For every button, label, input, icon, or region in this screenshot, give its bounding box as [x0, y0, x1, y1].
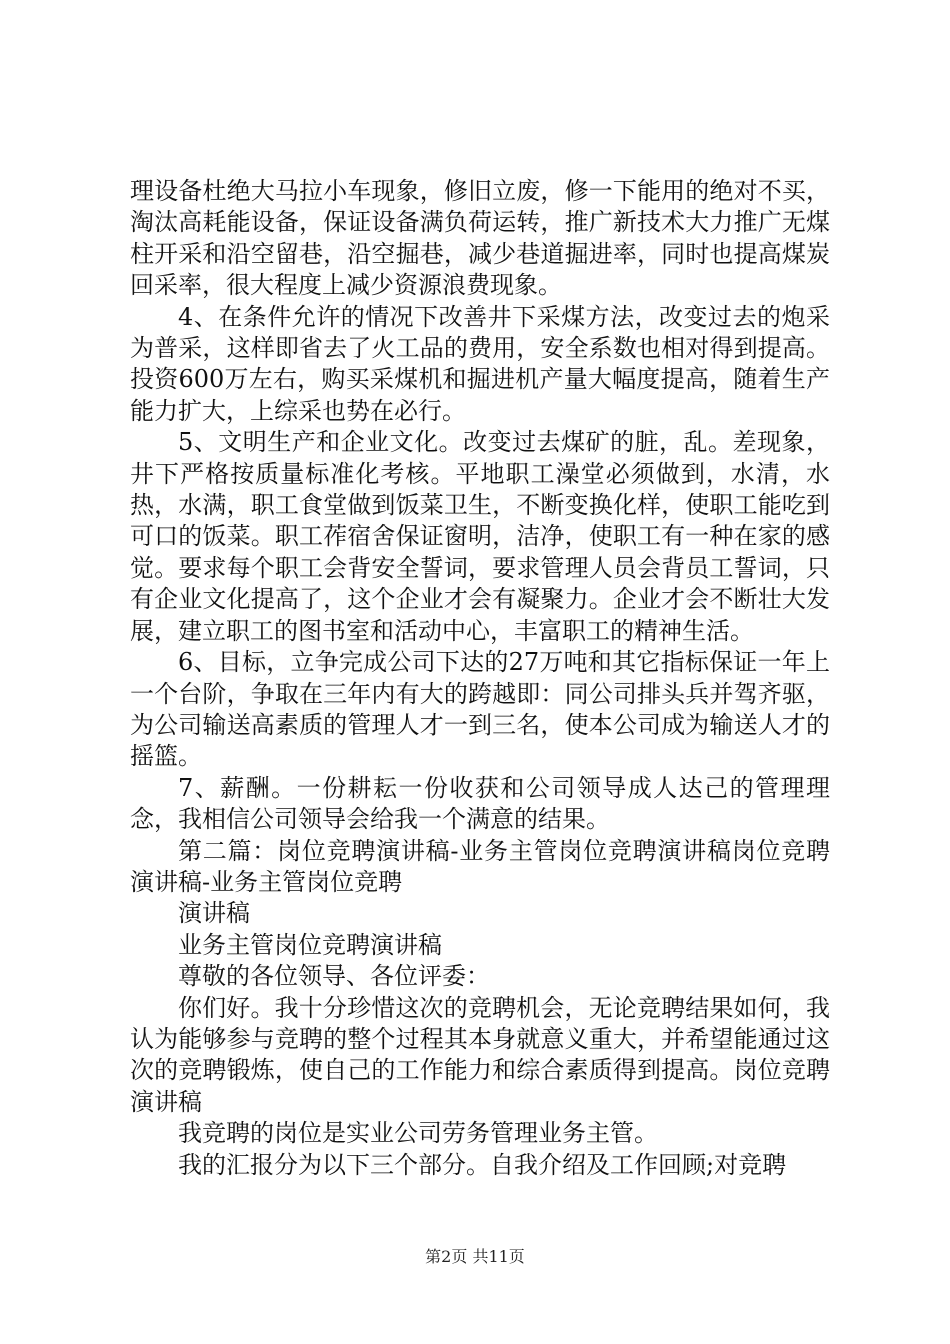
speech-title: 业务主管岗位竞聘演讲稿 [178, 930, 442, 959]
paragraph: 5、文明生产和企业文化。改变过去煤矿的脏，乱。差现象，井下严格按质量标准化考核。平地职工澡堂必须做到，水清，水热，水满，职工食堂做到饭菜卫生，不断变换化样，使职工能吃到可口的饭菜。职工莋宿舍保证窗明，洁净，使职工有一种在家的感觉。要求每个职工会背安全誓词，要求管理人员会背员工誓词，只有企业文化提高了，这个企业才会有凝聚力。企业才会不断壮大发展，建立职工的图书室和活动中心，丰富职工的精神生活。 [130, 428, 830, 645]
paragraph: 演讲稿 [178, 899, 250, 928]
salutation: 尊敬的各位领导、各位评委： [178, 962, 490, 991]
paragraph: 4、在条件允许的情况下改善井下采煤方法，改变过去的炮采为普采，这样即省去了火工品的费用，安全系数也相对得到提高。投资600万左右，购买采煤机和掘进机产量大幅度提高，随着生产能力扩大，上综采也势在必行。 [130, 302, 830, 425]
paragraph: 6、目标，立争完成公司下达的27万吨和其它指标保证一年上一个台阶，争取在三年内有大的跨越即：同公司排头兵并驾齐驱，为公司输送高素质的管理人才一到三名，使本公司成为输送人才的摇篮。 [130, 648, 830, 771]
page-footer [0, 1244, 950, 1267]
paragraph: 理设备杜绝大马拉小车现象，修旧立废，修一下能用的绝对不买，淘汰高耗能设备，保证设备满负荷运转，推广新技术大力推广无煤柱开采和沿空留巷，沿空掘巷，减少巷道掘进率，同时也提高煤炭回采率，很大程度上减少资源浪费现象。 [130, 177, 830, 300]
paragraph: 7、薪酬。一份耕耘一份收获和公司领导成人达己的管理理念，我相信公司领导会给我一个满意的结果。 [130, 773, 830, 834]
paragraph: 你们好。我十分珍惜这次的竞聘机会，无论竞聘结果如何，我认为能够参与竞聘的整个过程其本身就意义重大，并希望能通过这次的竞聘锻炼，使自己的工作能力和综合素质得到提高。岗位竞聘演讲稿 [130, 993, 830, 1116]
section-heading: 第二篇：岗位竞聘演讲稿-业务主管岗位竞聘演讲稿岗位竞聘演讲稿-业务主管岗位竞聘 [130, 836, 830, 896]
document-body [130, 176, 830, 1181]
page-number: 第2页 共11页 [425, 1247, 525, 1266]
paragraph: 我竞聘的岗位是实业公司劳务管理业务主管。 [178, 1119, 658, 1148]
paragraph: 我的汇报分为以下三个部分。自我介绍及工作回顾;对竞聘 [178, 1150, 787, 1179]
